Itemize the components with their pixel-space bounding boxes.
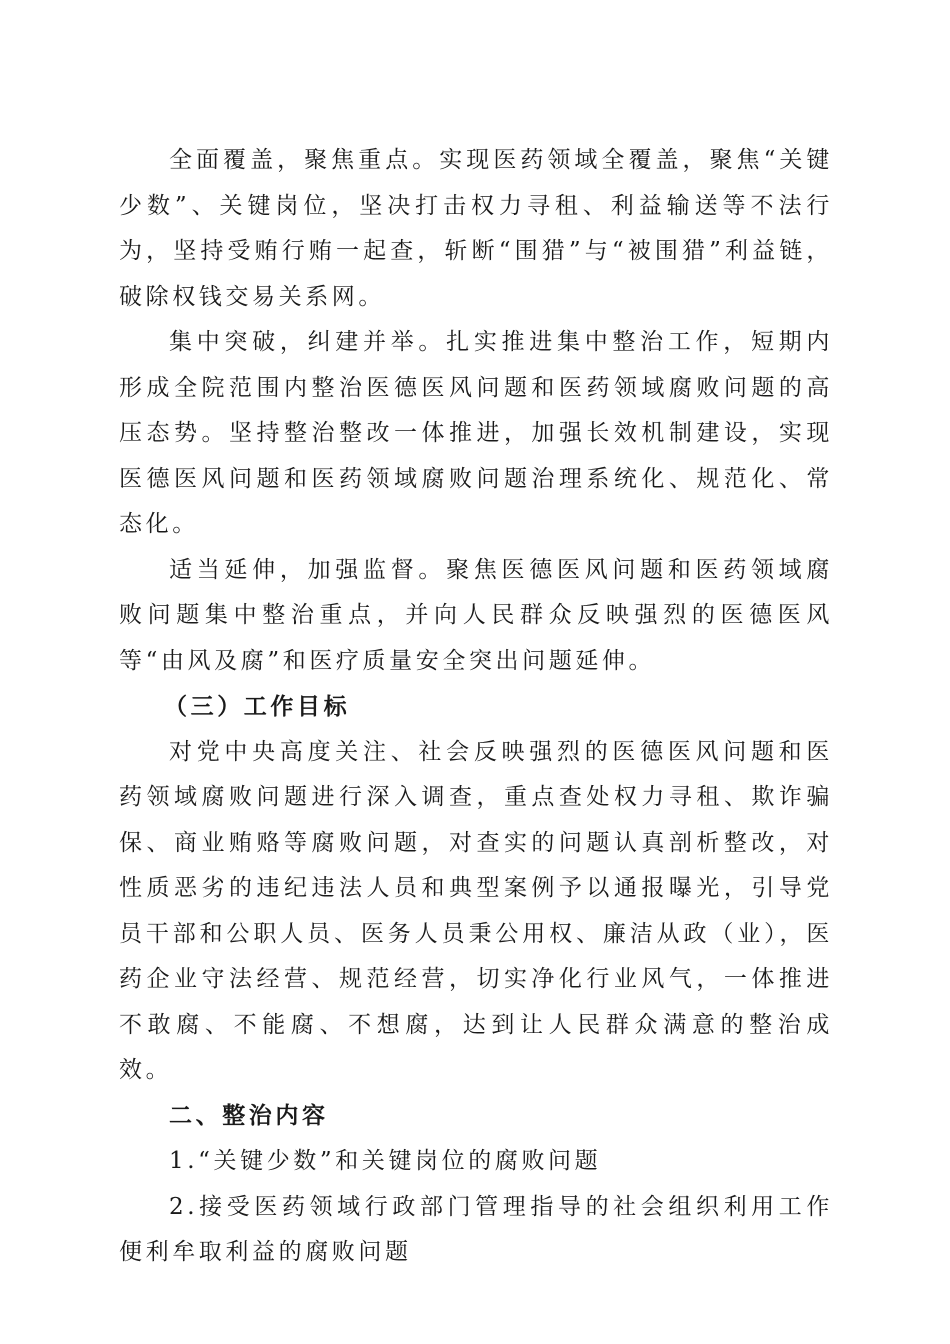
- section-heading-rectification-content: 二、整治内容: [169, 1102, 329, 1129]
- paragraph-full-coverage: 全面覆盖，聚焦重点。实现医药领域全覆盖，聚焦“关键少数”、关键岗位，坚决打击权力寻租、利益输送等不法行为，坚持受贿行贿一起查，斩断“围猎”与“被围猎”利益链，破除权钱交易关系网。: [119, 147, 833, 310]
- paragraph-appropriate-extension: 适当延伸，加强监督。聚焦医德医风问题和医药领域腐败问题集中整治重点，并向人民群众反映强烈的医德医风等“由风及腐”和医疗质量安全突出问题延伸。: [119, 556, 833, 674]
- list-item-1: 1.“关键少数”和关键岗位的腐败问题: [169, 1148, 602, 1174]
- document-body: [119, 138, 833, 1276]
- list-item-2: 2.接受医药领域行政部门管理指导的社会组织利用工作便利牟取利益的腐败问题: [119, 1193, 833, 1265]
- subheading-work-goals: （三）工作目标: [164, 693, 351, 720]
- paragraph-work-goals: 对党中央高度关注、社会反映强烈的医德医风问题和医药领域腐败问题进行深入调查，重点查处权力寻租、欺诈骗保、商业贿赂等腐败问题，对查实的问题认真剖析整改，对性质恶劣的违纪违法人员和典型案例予以通报曝光，引导党员干部和公职人员、医务人员秉公用权、廉洁从政（业），医药企业守法经营、规范经营，切实净化行业风气，一体推进不敢腐、不能腐、不想腐，达到让人民群众满意的整治成效。: [119, 738, 833, 1083]
- paragraph-concentrated-breakthrough: 集中突破，纠建并举。扎实推进集中整治工作，短期内形成全院范围内整治医德医风问题和医药领域腐败问题的高压态势。坚持整治整改一体推进，加强长效机制建设，实现医德医风问题和医药领域腐败问题治理系统化、规范化、常态化。: [119, 329, 833, 537]
